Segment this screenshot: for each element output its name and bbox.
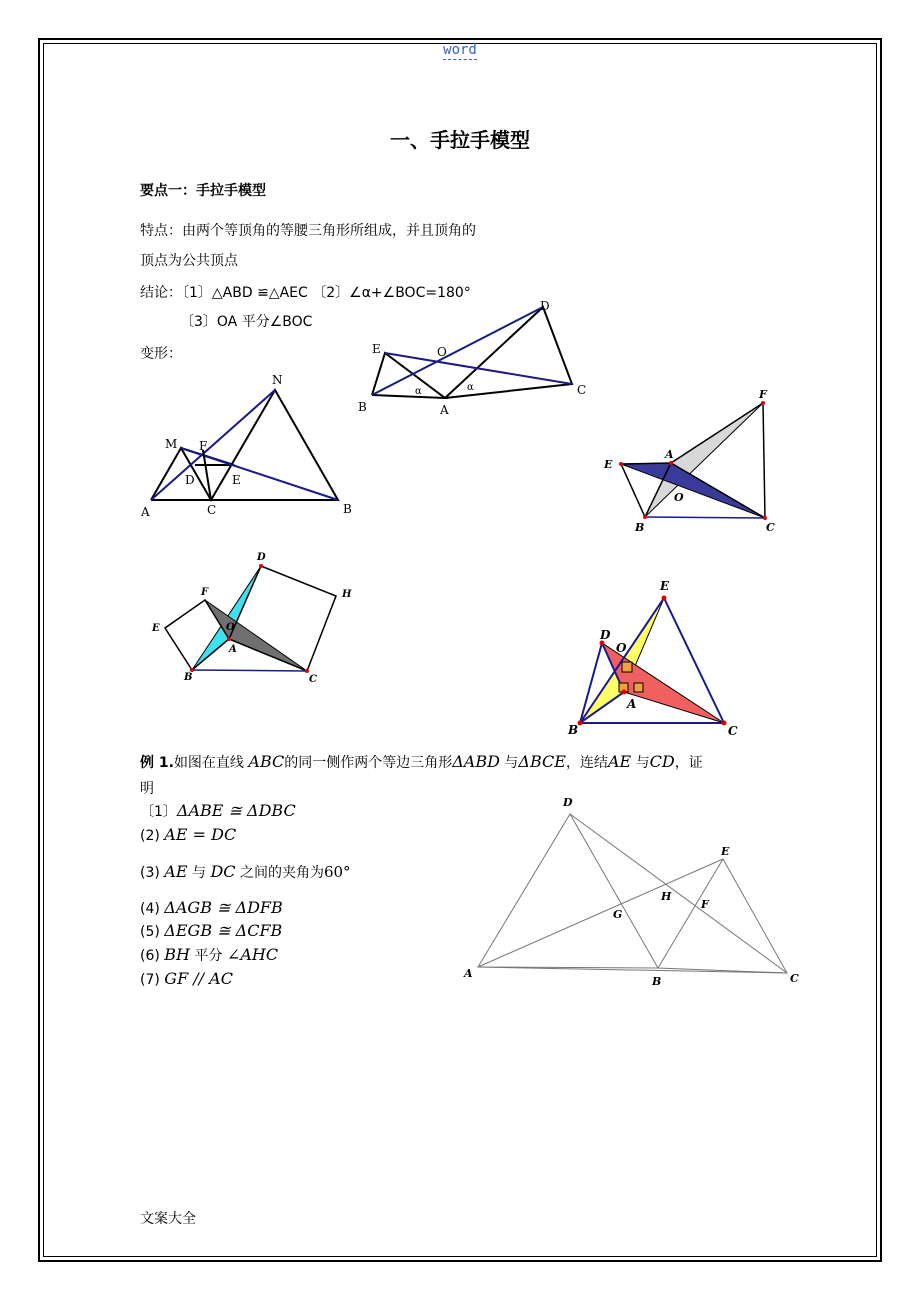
example-line2: 明	[140, 781, 154, 797]
fig3-label-b: B	[635, 521, 645, 534]
fig1-label-alpha2: α	[467, 382, 474, 393]
features-line1: 特点：由两个等顶角的等腰三角形所组成，并且顶角的	[140, 223, 476, 239]
fig1-label-c: C	[577, 383, 587, 397]
fig4-label-h: H	[342, 589, 352, 600]
fig4-label-d: D	[257, 552, 266, 563]
fig4-label-a: A	[229, 644, 237, 655]
example-item-6: (6) BH 平分 ∠AHC	[140, 945, 279, 964]
fig5-label-d: D	[600, 628, 611, 642]
fig2-label-f: F	[199, 439, 208, 453]
fig3-label-c: C	[766, 521, 775, 534]
fig6-label-e: E	[721, 845, 730, 858]
fig6-label-b: B	[652, 975, 662, 988]
fig4-label-o: O	[226, 622, 235, 633]
fig5-label-o: O	[616, 641, 627, 655]
fig1-label-d: D	[540, 299, 550, 313]
header-word-link[interactable]: word	[443, 42, 477, 58]
figure-3-diagram	[595, 385, 795, 535]
fig1-label-e: E	[372, 342, 381, 356]
fig2-label-c: C	[207, 503, 217, 517]
fig4-label-c: C	[309, 674, 317, 685]
variation-label: 变形：	[140, 346, 182, 362]
fig5-label-e: E	[660, 579, 670, 593]
fig2-label-a: A	[141, 505, 150, 519]
figure-2-diagram	[135, 370, 365, 520]
section-heading: 要点一：手拉手模型	[140, 183, 266, 199]
example-item-1: 〔1〕ΔABE ≅ ΔDBC	[140, 801, 296, 820]
fig6-label-g: G	[613, 908, 623, 921]
fig6-label-f: F	[701, 898, 709, 911]
fig3-label-o: O	[674, 491, 684, 504]
conclusion-line2: 〔3〕OA 平分∠BOC	[180, 314, 313, 330]
figure-4-diagram	[145, 550, 365, 690]
example-line1: 例 1.如图在直线 ABC的同一侧作两个等边三角形ΔABD 与ΔBCE，连结AE 与CD，证	[140, 752, 703, 771]
fig1-label-o: O	[437, 345, 447, 359]
fig4-label-b: B	[184, 672, 193, 683]
fig5-label-a: A	[627, 697, 637, 711]
fig3-label-f: F	[759, 388, 767, 401]
fig4-label-e: E	[152, 623, 160, 634]
fig1-label-alpha1: α	[415, 386, 422, 397]
features-line2: 顶点为公共顶点	[140, 253, 238, 269]
page-title: 一、手拉手模型	[390, 128, 530, 152]
fig2-label-e: E	[232, 473, 241, 487]
fig2-label-b: B	[343, 502, 352, 516]
fig4-label-f: F	[201, 587, 209, 598]
example-item-5: (5) ΔEGB ≅ ΔCFB	[140, 921, 283, 940]
fig1-label-b: B	[358, 400, 367, 414]
fig6-label-a: A	[464, 967, 473, 980]
fig6-label-c: C	[790, 972, 799, 985]
footer-text: 文案大全	[140, 1211, 196, 1227]
fig1-label-a: A	[440, 403, 449, 417]
fig3-label-a: A	[665, 448, 674, 461]
conclusion-line1: 结论：〔1〕△ABD ≌△AEC 〔2〕∠α+∠BOC=180°	[140, 285, 471, 301]
fig3-label-e: E	[604, 458, 613, 471]
fig5-label-b: B	[568, 723, 579, 737]
fig2-label-d: D	[185, 473, 195, 487]
figure-5-diagram	[560, 575, 760, 740]
fig2-label-n: N	[272, 373, 283, 387]
figure-6-diagram	[455, 790, 815, 990]
example-item-3: (3) AE 与 DC 之间的夹角为60°	[140, 862, 351, 881]
fig6-label-h: H	[661, 890, 672, 903]
fig6-label-d: D	[563, 796, 573, 809]
fig2-label-m: M	[165, 437, 178, 451]
fig5-label-c: C	[728, 724, 738, 738]
example-item-2: (2) AE = DC	[140, 825, 237, 844]
figure-1-diagram	[350, 300, 600, 420]
example-item-4: (4) ΔAGB ≅ ΔDFB	[140, 898, 283, 917]
example-item-7: (7) GF // AC	[140, 969, 233, 988]
